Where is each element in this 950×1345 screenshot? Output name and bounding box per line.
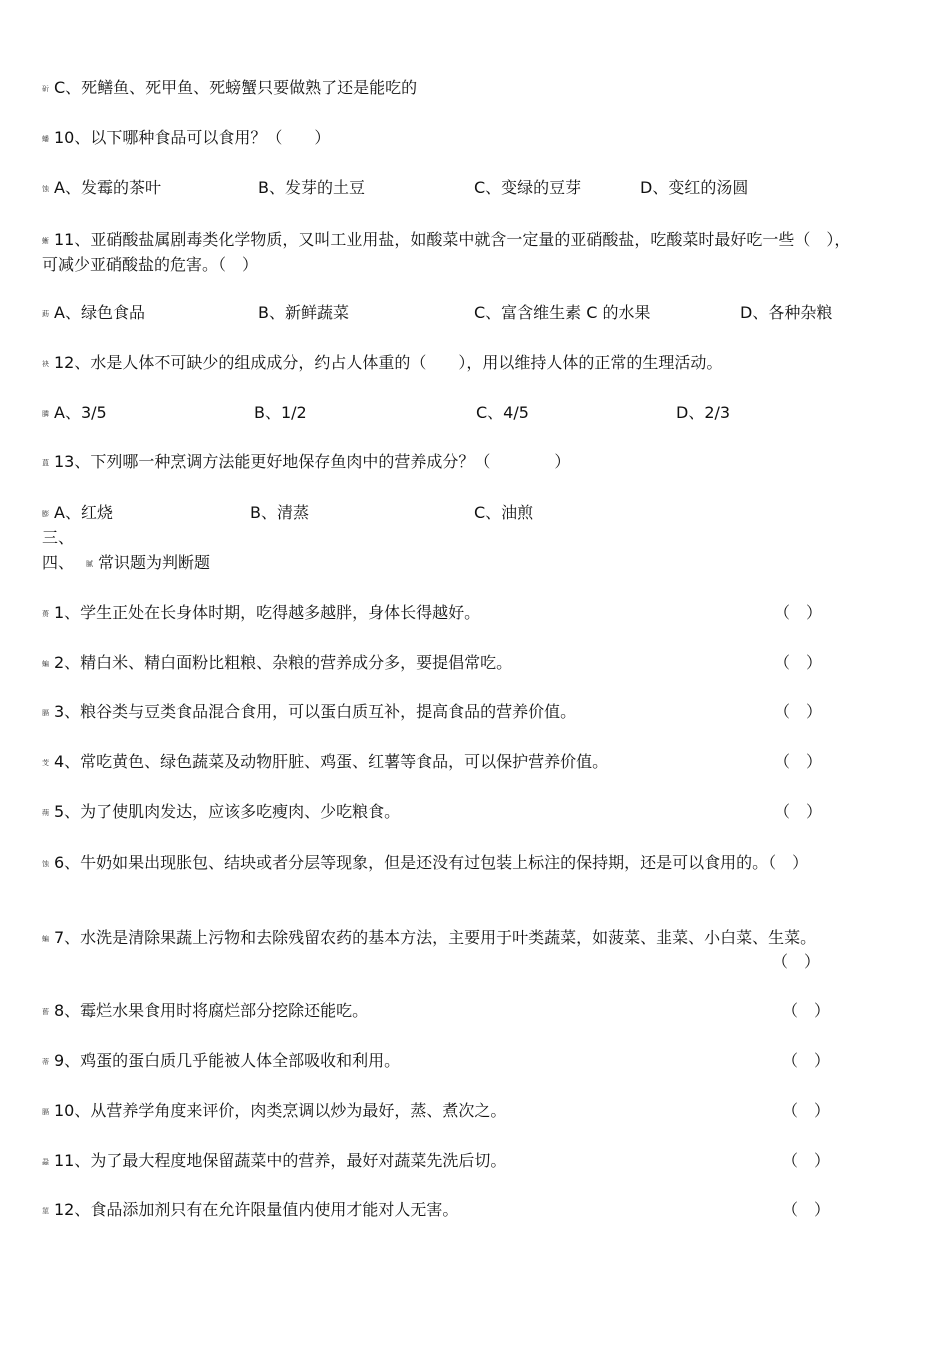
q11-option-d: D、各种杂粮 [740, 303, 833, 322]
judgment-item-11 [42, 1151, 506, 1172]
q10-option-a: A、发霉的茶叶 [54, 178, 161, 197]
q10-option-c: C、变绿的豆芽 [474, 178, 582, 197]
margin-mark: 蒉 [42, 609, 49, 618]
judgment-item-9 [42, 1051, 400, 1072]
judgment-text: 10、从营养学角度来评价，肉类烹调以炒为最好，蒸、煮次之。 [54, 1101, 507, 1120]
margin-mark: 蒂 [42, 1057, 49, 1066]
q11-option-c: C、富含维生素 C 的水果 [474, 303, 651, 322]
judgment-item-2 [42, 653, 512, 674]
answer-blank[interactable]: （ ） [782, 1200, 831, 1219]
margin-mark: 蒈 [42, 1007, 49, 1016]
judgment-text: 5、为了使肌肉发达，应该多吃瘦肉、少吃粮食。 [54, 802, 401, 821]
q12-option-c: C、4/5 [476, 403, 529, 422]
margin-mark: 膨 [42, 509, 49, 518]
margin-mark: 膦 [42, 409, 49, 418]
answer-blank[interactable]: （ ） [782, 1151, 831, 1170]
q12-options [42, 403, 54, 424]
q12-stem [42, 353, 722, 374]
q13-option-b: B、清蒸 [250, 503, 309, 522]
judgment-text: 9、鸡蛋的蛋白质几乎能被人体全部吸收和利用。 [54, 1051, 401, 1070]
margin-mark: 蒴 [42, 808, 49, 817]
q11-option-a: A、绿色食品 [54, 303, 145, 322]
q13-option-c: C、油煎 [474, 503, 534, 522]
margin-mark: 莁 [42, 1206, 49, 1215]
section-title: 常识题为判断题 [98, 553, 211, 572]
answer-blank[interactable]: （ ） [772, 952, 821, 971]
q12-option-b: B、1/2 [254, 403, 307, 422]
judgment-text: 3、粮谷类与豆类食品混合食用，可以蛋白质互补，提高食品的营养价值。 [54, 702, 577, 721]
margin-mark: 膈 [42, 708, 49, 717]
margin-mark: 蚀 [42, 859, 49, 868]
margin-mark: 蒀 [42, 458, 49, 467]
answer-blank[interactable]: （ ） [774, 702, 823, 721]
q11-option-b: B、新鲜蔬菜 [258, 303, 349, 322]
judgment-text: 2、精白米、精白面粉比粗粮、杂粮的营养成分多，要提倡常吃。 [54, 653, 513, 672]
margin-mark: 蝙 [42, 934, 49, 943]
q12-option-a: A、3/5 [54, 403, 107, 422]
judgment-text: 8、霉烂水果食用时将腐烂部分挖除还能吃。 [54, 1001, 369, 1020]
margin-mark: 莇 [42, 309, 49, 318]
question-text: 13、下列哪一种烹调方法能更好地保存鱼肉中的营养成分？（ ） [54, 452, 571, 471]
option-text: C、死鳝鱼、死甲鱼、死螃蟹只要做熟了还是能吃的 [54, 78, 418, 97]
judgment-text: 12、食品添加剂只有在允许限量值内使用才能对人无害。 [54, 1200, 459, 1219]
question-text: 10、以下哪种食品可以食用？（ ） [54, 128, 331, 147]
q13-option-a: A、红烧 [54, 503, 113, 522]
q10-options [42, 178, 54, 199]
judgment-item-3 [42, 702, 576, 723]
q10-option-b: B、发芽的土豆 [258, 178, 365, 197]
margin-mark: 膈 [42, 1107, 49, 1116]
section-label: 三、 [42, 528, 75, 547]
judgment-text: 7、水洗是清除果蔬上污物和去除残留农药的基本方法，主要用于叶类蔬菜，如菠菜、韭菜、小白菜、生菜。 [54, 928, 817, 947]
margin-mark: 蝙 [42, 659, 49, 668]
margin-mark: 斫 [42, 84, 49, 93]
judgment-item-7 [42, 926, 842, 951]
margin-mark: 膩 [86, 559, 94, 568]
question-text: 11、亚硝酸盐属剧毒类化学物质，又叫工业用盐，如酸菜中就含一定量的亚硝酸盐，吃酸菜时最好吃一些（ ），可减少亚硝酸盐的危害。（ ） [42, 230, 851, 274]
question-text: 12、水是人体不可缺少的组成成分，约占人体重的（ ），用以维持人体的正常的生理活动。 [54, 353, 723, 372]
judgment-text: 11、为了最大程度地保留蔬菜中的营养，最好对蔬菜先洗后切。 [54, 1151, 507, 1170]
judgment-text: 6、牛奶如果出现胀包、结块或者分层等现象，但是还没有过包装上标注的保持期，还是可以食用的。（ ） [54, 853, 809, 872]
judgment-item-5 [42, 802, 400, 823]
q13-options [42, 503, 54, 524]
q10-stem [42, 128, 330, 149]
margin-mark: 蝨 [42, 1157, 49, 1166]
section-label: 四、 [42, 553, 75, 572]
margin-mark: 袂 [42, 359, 49, 368]
judgment-text: 4、常吃黄色、绿色蔬菜及动物肝脏、鸡蛋、红薯等食品，可以保护营养价值。 [54, 752, 609, 771]
q12-option-d: D、2/3 [676, 403, 731, 422]
margin-mark: 蜥 [42, 236, 49, 245]
answer-blank[interactable]: （ ） [782, 1051, 831, 1070]
margin-mark: 芠 [42, 758, 49, 767]
judgment-item-6 [42, 851, 862, 876]
judgment-item-1 [42, 603, 480, 624]
answer-blank[interactable]: （ ） [774, 752, 823, 771]
judgment-text: 1、学生正处在长身体时期，吃得越多越胖，身体长得越好。 [54, 603, 481, 622]
q11-stem [42, 228, 862, 277]
answer-blank[interactable]: （ ） [782, 1101, 831, 1120]
q9-option-c [42, 78, 417, 99]
answer-blank[interactable]: （ ） [774, 802, 823, 821]
margin-mark: 蟠 [42, 134, 49, 143]
answer-blank[interactable]: （ ） [774, 653, 823, 672]
answer-blank[interactable]: （ ） [774, 603, 823, 622]
q10-option-d: D、变红的汤圆 [640, 178, 749, 197]
judgment-item-10 [42, 1101, 506, 1122]
judgment-item-4 [42, 752, 608, 773]
margin-mark: 蚀 [42, 184, 49, 193]
judgment-item-8 [42, 1001, 368, 1022]
q11-options [42, 303, 54, 324]
section-three-heading [42, 528, 74, 548]
q13-stem [42, 452, 570, 473]
answer-blank[interactable]: （ ） [782, 1001, 831, 1020]
judgment-item-12 [42, 1200, 458, 1221]
section-four-heading [42, 553, 210, 574]
